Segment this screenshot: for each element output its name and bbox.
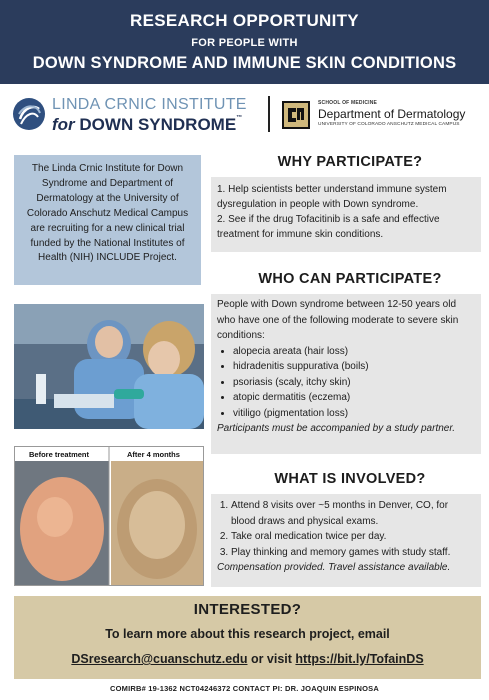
contact-text: To learn more about this research project, email xyxy=(105,627,390,641)
study-partner-note: Participants must be accompanied by a study partner. xyxy=(217,423,456,434)
what-is-involved-box xyxy=(211,494,481,587)
compensation-note: Compensation provided. Travel assistance available. xyxy=(217,562,451,573)
header-title: RESEARCH OPPORTUNITY xyxy=(130,11,359,30)
school-of-medicine-label: SCHOOL OF MEDICINE xyxy=(318,100,378,106)
interested-box xyxy=(14,596,481,679)
trademark-mark: ™ xyxy=(236,115,243,121)
involvement-list xyxy=(217,498,475,560)
who-can-participate-heading: WHO CAN PARTICIPATE? xyxy=(258,271,442,287)
condition-item: • hidradenitis suppurativa (boils) xyxy=(233,359,475,375)
conditions-list xyxy=(217,344,475,422)
why-participate-heading: WHY PARTICIPATE? xyxy=(277,154,423,170)
why-item: 2. See if the drug Tofacitinib is a safe and effective treatment for immune skin conditions. xyxy=(217,214,440,240)
before-after-image xyxy=(15,447,203,585)
department-name: Department of Dermatology xyxy=(318,107,466,121)
crnic-for: for xyxy=(52,115,75,134)
why-item: 1. Help scientists better understand immune system dysregulation in people with Down syndrome. xyxy=(217,184,447,210)
involvement-item: 2. Take oral medication twice per day. xyxy=(231,529,475,545)
lab-photo xyxy=(14,304,204,429)
website-link[interactable]: https://bit.ly/TofainDS xyxy=(295,652,424,666)
crnic-name-line1: LINDA CRNIC INSTITUTE xyxy=(52,96,247,113)
before-after-photos xyxy=(14,446,204,586)
university-name: UNIVERSITY OF COLORADO ANSCHUTZ MEDICAL CAMPUS xyxy=(318,122,460,127)
crnic-down-syndrome: DOWN SYNDROME xyxy=(79,115,237,134)
why-participate-box xyxy=(211,177,481,252)
header-headline: DOWN SYNDROME AND IMMUNE SKIN CONDITIONS xyxy=(32,54,457,72)
crnic-name-line2 xyxy=(52,115,242,135)
logo-divider xyxy=(268,96,270,132)
crnic-logo-icon xyxy=(12,97,46,131)
or-visit-text: or visit xyxy=(247,652,296,666)
intro-box: The Linda Crnic Institute for Down Syndrome and Department of Dermatology at the University of Colorado Anschutz Medical Campus are recruiting for a new clinical trial funded by the National Institutes of Health (NIH) INCLUDE Project. xyxy=(14,155,201,285)
header-banner xyxy=(0,0,489,84)
condition-item: • alopecia areata (hair loss) xyxy=(233,344,475,360)
condition-item: • psoriasis (scaly, itchy skin) xyxy=(233,375,475,391)
condition-item: • atopic dermatitis (eczema) xyxy=(233,390,475,406)
footer-ids: COMIRB# 19-1362 NCT04246372 CONTACT PI: DR. JOAQUIN ESPINOSA xyxy=(109,684,379,693)
who-can-participate-box xyxy=(211,294,481,454)
involvement-item: 3. Play thinking and memory games with study staff. xyxy=(231,545,475,561)
before-treatment-label: Before treatment xyxy=(29,450,90,459)
condition-item: • vitiligo (pigmentation loss) xyxy=(233,406,475,422)
header-subtitle: FOR PEOPLE WITH xyxy=(191,37,298,49)
after-treatment-label: After 4 months xyxy=(127,450,180,459)
contact-links xyxy=(14,652,481,666)
cu-logo-icon xyxy=(281,100,311,130)
what-is-involved-heading: WHAT IS INVOLVED? xyxy=(274,471,426,487)
email-link[interactable]: DSresearch@cuanschutz.edu xyxy=(71,652,248,666)
involvement-item: 1. Attend 8 visits over ~5 months in Denver, CO, for blood draws and physical exams. xyxy=(231,498,475,529)
interested-heading: INTERESTED? xyxy=(193,601,302,618)
eligibility-text: People with Down syndrome between 12-50 years old who have one of the following moderate to severe skin conditions: xyxy=(217,299,459,341)
